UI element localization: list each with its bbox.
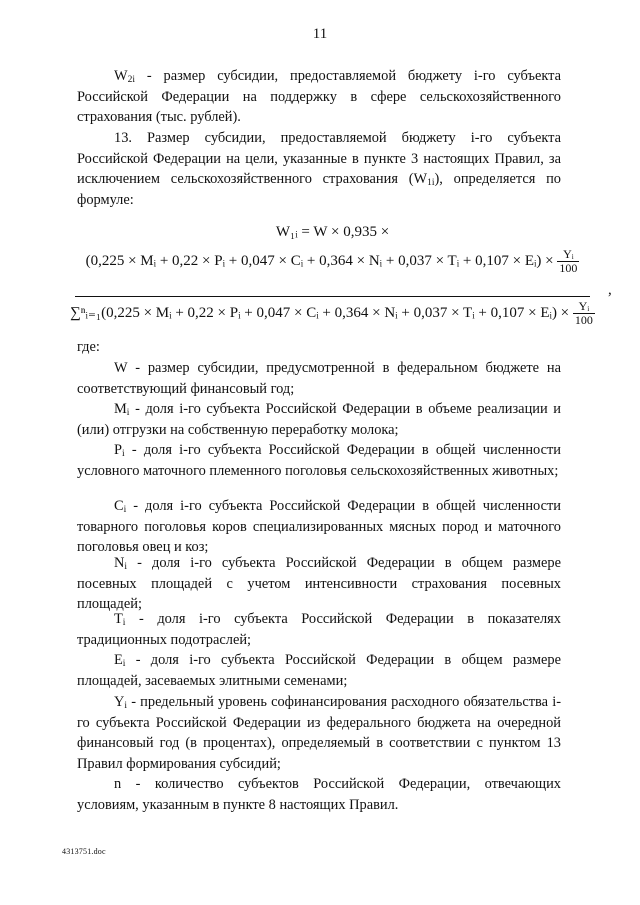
symbol: P — [114, 442, 123, 458]
p13-text-after: ), определяется по формуле: — [77, 171, 561, 208]
definition-text: - доля i-го субъекта Российской Федерации в общей численности товарного поголовья коров специализированных мясных пород и маточного поголовья овец и коз; — [77, 498, 561, 555]
symbol: M — [114, 401, 127, 417]
paragraph-13 — [77, 128, 561, 210]
p13-sub: 1i — [427, 178, 435, 188]
definition-n-count — [77, 774, 561, 815]
paragraph-w2i — [77, 66, 561, 128]
fraction-denominator: 100 — [559, 261, 578, 275]
symbol: N — [114, 555, 125, 571]
fraction-numerator: Yᵢ — [557, 248, 579, 262]
definition-text: - доля i-го субъекта Российской Федерации в общей численности условного маточного племенного поголовья сельскохозяйственных животных; — [77, 442, 561, 479]
definition-text: - предельный уровень софинансирования расходного обязательства i-го субъекта Российской Федерации из федерального бюджета на очередной финансовый год (в процентах), определяемый в соответствии с пунктом 13 Правил формирования субсидий; — [77, 694, 561, 772]
denominator-expression: ∑ⁿᵢ₌₁(0,225 × Mᵢ + 0,22 × Pᵢ + 0,047 × Cᵢ + 0,364 × Nᵢ + 0,037 × Tᵢ + 0,107 × Eᵢ) × — [70, 304, 570, 321]
definition-e — [77, 650, 561, 691]
numerator-expression: (0,225 × Mᵢ + 0,22 × Pᵢ + 0,047 × Cᵢ + 0,364 × Nᵢ + 0,037 × Tᵢ + 0,107 × Eᵢ) × — [85, 252, 554, 269]
symbol-sub: i — [122, 618, 126, 628]
subsidy-formula — [60, 224, 612, 327]
definition-text: - размер субсидии, предоставляемой бюджету i-го субъекта Российской Федерации на поддержку в сфере сельскохозяйственного страхования (тыс. рублей). — [77, 68, 561, 125]
definition-text: - размер субсидии, предусмотренной в федеральном бюджете на соответствующий финансовый год; — [77, 360, 561, 397]
definition-c — [77, 496, 561, 558]
formula-denominator — [60, 300, 605, 327]
fraction-denominator: 100 — [574, 313, 593, 327]
main-fraction-bar — [75, 296, 590, 297]
denominator-y-fraction — [573, 300, 595, 327]
symbol-w: W — [114, 68, 128, 84]
p13-text-before: 13. Размер субсидии, предоставляемой бюджету i-го субъекта Российской Федерации на цели, указанные в пункте 3 настоящих Правил, за исключением сельскохозяйственного страхования (W — [77, 130, 561, 187]
symbol: W — [114, 360, 128, 376]
document-footer: 4313751.doc — [62, 847, 106, 856]
page-number: 11 — [312, 26, 328, 42]
symbol-sub: i — [126, 408, 130, 418]
definition-text: - доля i-го субъекта Российской Федерации в показателях традиционных подотраслей; — [77, 611, 561, 648]
symbol-sub: i — [122, 449, 125, 459]
numerator-y-fraction — [557, 248, 579, 275]
symbol-sub: i — [123, 505, 127, 515]
definition-w — [77, 358, 561, 399]
definition-y — [77, 692, 561, 774]
symbol-sub: 2i — [127, 75, 135, 85]
definition-m — [77, 399, 561, 440]
formula-top-line: W₁ᵢ = W × 0,935 × — [275, 224, 390, 240]
definition-t — [77, 609, 561, 650]
formula-comma: , — [608, 282, 612, 298]
definition-text: - доля i-го субъекта Российской Федерации в общем размере посевных площадей с учетом интенсивности страхования посевных площадей; — [77, 555, 561, 612]
symbol: T — [114, 611, 123, 627]
symbol-sub: i — [124, 562, 128, 572]
definition-text: - доля i-го субъекта Российской Федерации в объеме реализации и (или) отгрузки на собственную переработку молока; — [77, 401, 561, 438]
symbol-sub: i — [124, 701, 128, 711]
symbol: Y — [114, 694, 125, 710]
fraction-numerator: Yᵢ — [573, 300, 595, 314]
symbol-sub: i — [122, 659, 126, 669]
definition-n — [77, 553, 561, 615]
symbol: n — [114, 776, 122, 792]
symbol: C — [114, 498, 124, 514]
definition-p — [77, 440, 561, 481]
where-label: где: — [77, 339, 100, 355]
formula-numerator — [60, 248, 605, 275]
symbol: E — [114, 652, 123, 668]
definition-text: - доля i-го субъекта Российской Федерации в общем размере площадей, засеваемых элитными семенами; — [77, 652, 561, 689]
definition-text: - количество субъектов Российской Федерации, отвечающих условиям, указанным в пункте 8 настоящих Правил. — [77, 776, 561, 813]
